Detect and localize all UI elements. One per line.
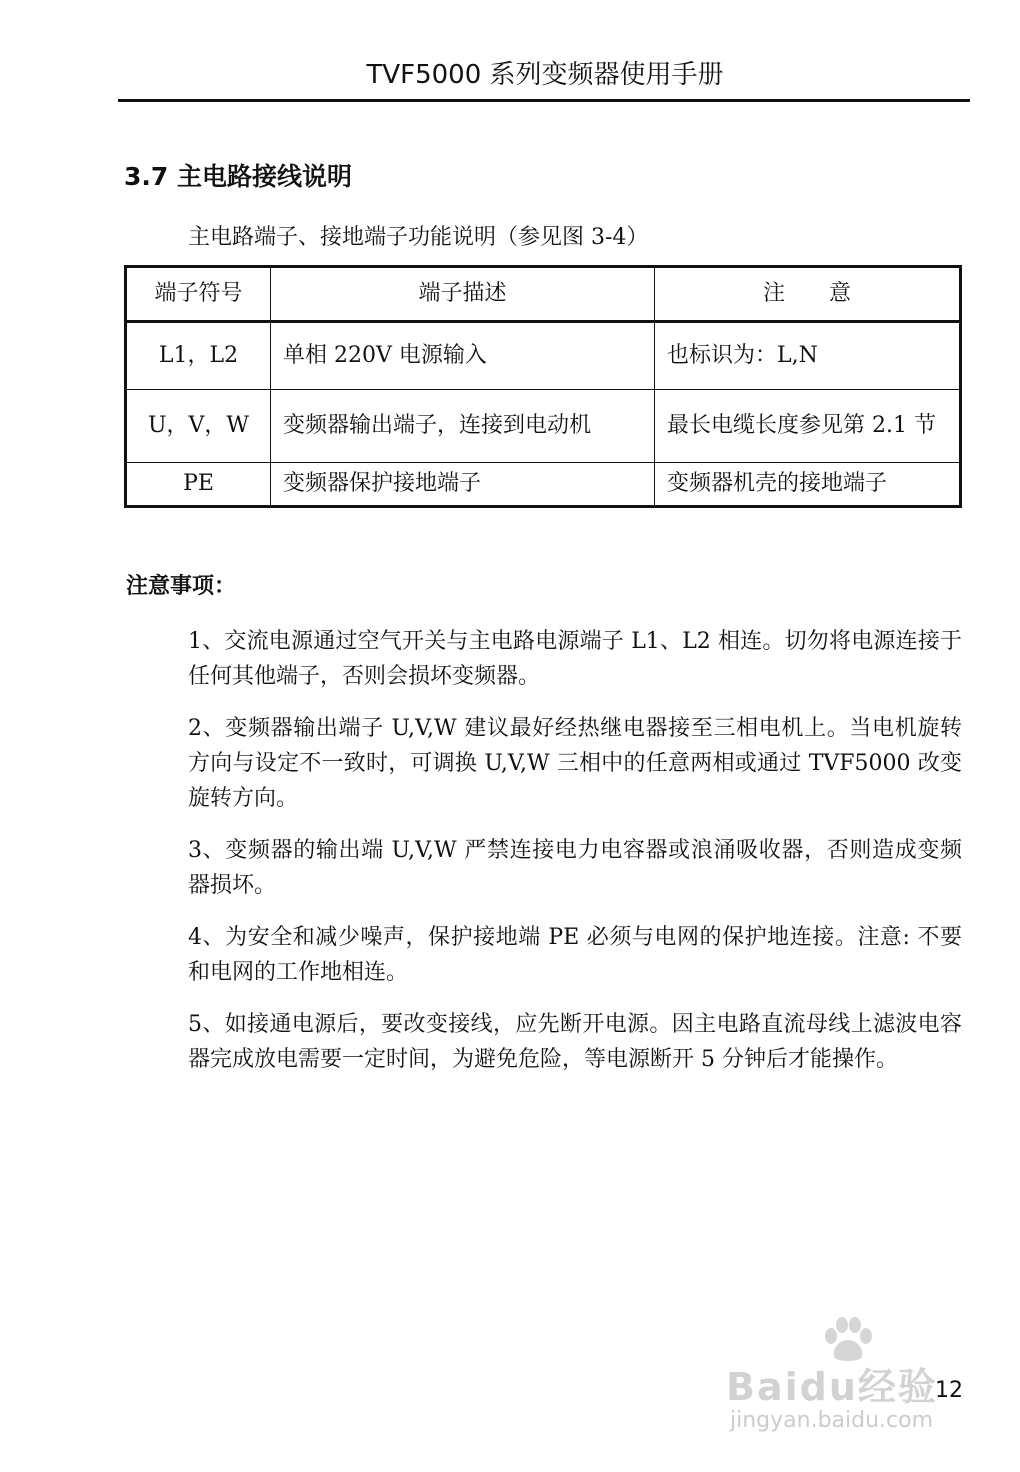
baidu-jingyan-watermark (726, 1316, 966, 1448)
terminal-description-cell: 变频器输出端子，连接到电动机 (271, 390, 655, 463)
terminal-symbol-cell: PE (126, 463, 271, 507)
note-item: 2、变频器输出端子 U,V,W 建议最好经热继电器接至三相电机上。当电机旋转方向与设定不一致时，可调换 U,V,W 三相中的任意两相或通过 TVF5000 改变旋转方向。 (188, 716, 962, 811)
terminal-symbol-cell: L1，L2 (126, 322, 271, 390)
note-item: 3、变频器的输出端 U,V,W 严禁连接电力电容器或浪涌吸收器，否则造成变频器损坏。 (188, 838, 962, 898)
table-row (126, 322, 961, 390)
table-row (126, 463, 961, 507)
page-number: 12 (935, 1378, 963, 1403)
header-notice: 注 意 (655, 267, 961, 322)
table-row (126, 390, 961, 463)
watermark-url: jingyan.baidu.com (730, 1408, 934, 1433)
section-heading: 3.7 主电路接线说明 (124, 162, 352, 191)
table-header-row (126, 267, 961, 322)
terminal-function-table (124, 265, 962, 508)
note-item: 1、交流电源通过空气开关与主电路电源端子 L1、L2 相连。切勿将电源连接于任何其他端子，否则会损坏变频器。 (188, 629, 962, 689)
page-header-title: TVF5000 系列变频器使用手册 (366, 60, 724, 90)
header-terminal-symbol: 端子符号 (126, 267, 271, 322)
terminal-notice-cell: 也标识为：L,N (655, 322, 961, 390)
terminal-description-cell: 变频器保护接地端子 (271, 463, 655, 507)
notes-list (188, 624, 962, 1094)
header-rule (118, 99, 970, 102)
terminal-symbol-cell: U，V，W (126, 390, 271, 463)
note-item: 4、为安全和减少噪声，保护接地端 PE 必须与电网的保护地连接。注意: 不要和电网的工作地相连。 (188, 925, 962, 985)
terminal-notice-cell: 最长电缆长度参见第 2.1 节 (655, 390, 961, 463)
terminal-description-cell: 单相 220V 电源输入 (271, 322, 655, 390)
notes-heading: 注意事项： (126, 573, 237, 599)
header-terminal-description: 端子描述 (271, 267, 655, 322)
terminal-notice-cell: 变频器机壳的接地端子 (655, 463, 961, 507)
table-caption: 主电路端子、接地端子功能说明（参见图 3-4） (188, 225, 649, 250)
watermark-logo: Baidu经验 (726, 1365, 938, 1409)
note-item: 5、如接通电源后，要改变接线，应先断开电源。因主电路直流母线上滤波电容器完成放电需要一定时间，为避免危险，等电源断开 5 分钟后才能操作。 (188, 1012, 962, 1072)
